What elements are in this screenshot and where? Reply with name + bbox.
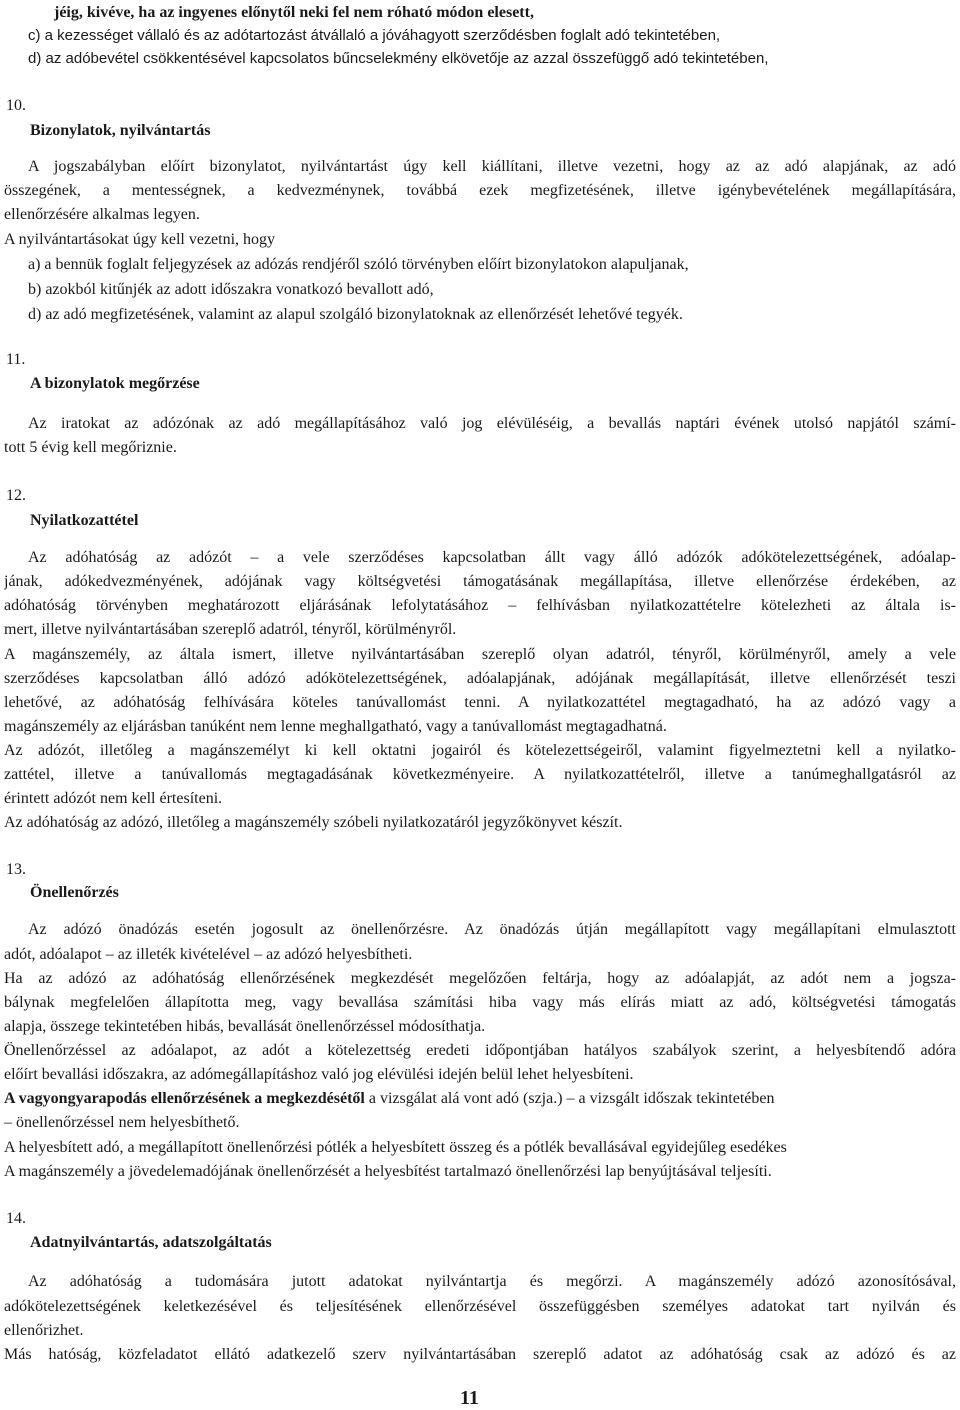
section-10-item-d: d) az adó megfizetésének, valamint az alapul szolgáló bizonylatoknak az ellenőrzését lehetővé tegyék. — [28, 306, 683, 323]
list-item-d: d) az adóbevétel csökkentésével kapcsolatos bűncselekmény elkövetője az azzal összefüggő adó tekintetében, — [28, 50, 769, 67]
section-11-number: 11. — [6, 351, 26, 368]
section-12-p2-line2: szerződéses kapcsolatban álló adózó adókötelezettségének, adóalapjának, adójának megállapítását, illetve ellenőrzését teszi — [4, 670, 956, 687]
section-14-p1-line2: adókötelezettségének keletkezésével és teljesítésének ellenőrzésével összefüggésben személyes adatokat tart nyilván és — [4, 1298, 956, 1315]
section-10-p1-line1: A jogszabályban előírt bizonylatot, nyilvántartást úgy kell kiállítani, illetve vezetni, hogy az az adó alapjának, az adó — [28, 158, 956, 175]
section-10-item-b: b) azokból kitűnjék az adott időszakra vonatkozó bevallott adó, — [28, 281, 434, 298]
section-11-p1-line2: tott 5 évig kell megőriznie. — [4, 439, 177, 456]
section-13-p1-line1: Az adózó önadózás esetén jogosult az önellenőrzésre. Az önadózás útján megállapított vagy megállapítani elmulasztott — [28, 921, 956, 938]
section-12-p2-line4: magánszemély az eljárásban tanúként nem lenne meghallgatható, vagy a tanúvallomást megtagadhatná. — [4, 718, 667, 735]
section-13-title: Önellenőrzés — [30, 884, 119, 901]
section-13-p2-line1: Ha az adózó az adóhatóság ellenőrzésének megkezdését megelőzően feltárja, hogy az adóalapját, az adót nem a jogsza- — [4, 970, 956, 987]
section-12-p3-line2: zattétel, illetve a tanúvallomás megtagadásának következményeire. A nyilatkozattételről, illetve a tanúmeghallgatásról az — [4, 766, 956, 783]
section-12-p2-line3: lehetővé, az adóhatóság felhívására köteles tanúvallomást tenni. A nyilatkozattétel megtagadható, ha az adózó vagy a — [4, 694, 956, 711]
section-12-p1-line4: mert, illetve nyilvántartásában szereplő adatról, tényről, körülményről. — [4, 621, 457, 638]
section-13-p3-line1: Önellenőrzéssel az adóalapot, az adót a kötelezettség eredeti időpontjában hatályos szabályok szerint, a helyesbítendő adóra — [4, 1042, 956, 1059]
section-13-p1-line2: adót, adóalapot – az illeték kivételével – az adózó helyesbítheti. — [4, 946, 413, 963]
section-10-number: 10. — [6, 97, 26, 114]
section-13-p4-bold: A vagyongyarapodás ellenőrzésének a megkezdésétől — [4, 1090, 365, 1107]
section-12-p2-line1: A magánszemély, az általa ismert, illetve nyilvántartásában szereplő olyan adatról, tényről, körülményről, amely a vele — [4, 646, 956, 663]
section-10-p2: A nyilvántartásokat úgy kell vezetni, hogy — [4, 231, 276, 248]
section-10-p1-line2: összegének, a mentességnek, a kedvezménynek, továbbá ezek megfizetésének, illetve igénybevételének megállapítására, — [4, 182, 956, 199]
section-14-p1-line3: ellenőrizhet. — [4, 1322, 84, 1339]
section-13-p3-line2: előírt bevallási időszakra, az adómegállapításhoz való jog elévülési idején belül lehet helyesbíteni. — [4, 1066, 634, 1083]
list-item-c: c) a kezességet vállaló és az adótartozást átvállaló a jóváhagyott szerződésben foglalt adó tekintetében, — [28, 27, 721, 44]
section-13-p2-line3: alapja, összege tekintetében hibás, bevallását önellenőrzéssel módosíthatja. — [4, 1018, 486, 1035]
section-13-p4-line1 — [4, 1089, 774, 1109]
section-14-number: 14. — [6, 1210, 26, 1227]
continuation-line: jéig, kivéve, ha az ingyenes előnytől neki fel nem róható módon elesett, — [54, 4, 534, 21]
section-12-p1-line2: jának, adókedvezményének, adójának vagy költségvetési támogatásának megállapítása, illetve ellenőrzése érdekében, az — [4, 573, 956, 590]
section-14-p1-line1: Az adóhatóság a tudomására jutott adatokat nyilvántartja és megőrzi. A magánszemély adózó azonosítósával, — [28, 1273, 956, 1290]
section-13-p4-rest: a vizsgálat alá vont adó (szja.) – a vizsgált időszak tekintetében — [364, 1090, 775, 1107]
section-10-item-a: a) a bennük foglalt feljegyzések az adózás rendjéről szóló törvényben előírt bizonylatokon alapuljanak, — [28, 256, 689, 273]
page-number: 11 — [460, 1387, 479, 1409]
section-13-number: 13. — [6, 861, 26, 878]
section-12-p4: Az adóhatóság az adózó, illetőleg a magánszemély szóbeli nyilatkozatáról jegyzőkönyvet készít. — [4, 814, 623, 831]
section-13-p2-line2: bálynak megfelelően állapította meg, vagy bevallása számítási hiba vagy más elírás miatt az adó, költségvetési támogatás — [4, 994, 956, 1011]
section-12-number: 12. — [6, 487, 26, 504]
section-13-p6: A magánszemély a jövedelemadójának önellenőrzését a helyesbítést tartalmazó önellenőrzési lap benyújtásával teljesíti. — [4, 1163, 772, 1180]
section-12-p1-line3: adóhatóság törvényben meghatározott eljárásának lefolytatásához – felhívásban nyilatkozattételre kötelezheti az általa is- — [4, 597, 956, 614]
section-11-p1-line1: Az iratokat az adózónak az adó megállapításához való jog elévüléséig, a bevallás naptári évének utolsó napjától számí- — [28, 415, 956, 432]
section-13-p4-line2: – önellenőrzéssel nem helyesbíthető. — [4, 1114, 240, 1131]
section-13-p5: A helyesbített adó, a megállapított önellenőrzési pótlék a helyesbített összeg és a pótlék bevallásával egyidejűleg esedékes — [4, 1139, 787, 1156]
section-10-title: Bizonylatok, nyilvántartás — [30, 122, 211, 139]
section-14-p2: Más hatóság, közfeladatot ellátó adatkezelő szerv nyilvántartásában szereplő adatot az adóhatóság csak az adózó és az — [4, 1346, 956, 1363]
section-11-title: A bizonylatok megőrzése — [30, 375, 200, 392]
section-12-title: Nyilatkozattétel — [30, 512, 139, 529]
section-10-p1-line3: ellenőrzésére alkalmas legyen. — [4, 206, 200, 223]
section-14-title: Adatnyilvántartás, adatszolgáltatás — [30, 1234, 272, 1251]
section-12-p1-line1: Az adóhatóság az adózót – a vele szerződéses kapcsolatban állt vagy álló adózók adókötelezettségének, adóalap- — [28, 549, 956, 566]
section-12-p3-line1: Az adózót, illetőleg a magánszemélyt ki kell oktatni jogairól és kötelezettségeiről, valamint figyelmeztetni kell a nyilatko- — [4, 742, 956, 759]
section-12-p3-line3: érintett adózót nem kell értesíteni. — [4, 790, 223, 807]
